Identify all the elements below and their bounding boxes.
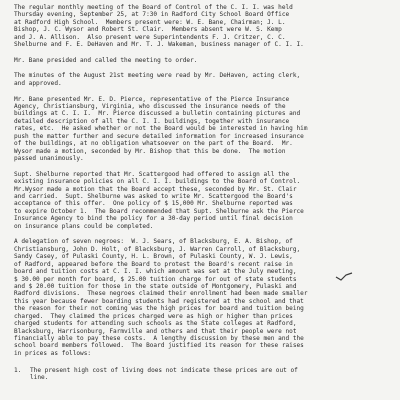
meeting-minutes [14,4,392,381]
numbered-list [14,367,392,382]
text-line: and approved. [14,79,62,87]
text-line: Mr. Bane presided and called the meeting to order. [14,56,198,64]
paragraph-scattergood [14,171,392,231]
text-line: charged students for attending such schools as the State colleges at Radford, [14,320,297,328]
text-line: Sandy Casey, of Pulaski County, H. L. Brown, of Pulaski County, W. J. Lewis, [14,253,293,261]
text-line: charged. They claimed the prices charged were as high or higher than prices [14,312,293,320]
text-line: Radford divisions. These negroes claimed their enrollment had been made smaller [14,290,308,298]
text-line: The minutes of the August 21st meeting were read by Mr. DeHaven, acting clerk, [14,72,301,80]
text-line: rates, etc. He asked whether or not the Board would be interested in having him [14,125,308,133]
text-line: detailed description of all the C. I. I. buildings, together with insurance [14,117,290,125]
list-number: 1. [14,366,22,374]
paragraph-insurance [14,96,392,163]
text-line: line. [30,373,49,381]
text-line: and $ 20.00 tuition for those in the state outside of Montgomery, Pulaski and [14,282,297,290]
text-line: of the buildings, at no obligation whatsoever on the part of the Board. Mr. [14,140,293,148]
list-item [14,367,392,382]
text-line: Blacksburg, Harrisonburg, Farmville and others and that their people were not [14,327,297,335]
text-line: Bishop, J. C. Wysor and Robert St. Clair. Members absent were W. S. Kemp [14,26,282,34]
text-line: Insurance Agency to bind the policy for a 30-day period until final decision [14,215,293,223]
text-line: board and tuition costs at C. I. I. which amount was set at the July meeting, [14,268,297,276]
text-line: passed unanimously. [14,155,84,162]
text-line: this year because fewer boarding students had registered at the school and that [14,297,304,305]
text-line: at Radford High School. Members present were: W. E. Bane, Chairman; J. L. [14,18,286,26]
paragraph-order [14,57,392,64]
paragraph-meeting [14,4,392,49]
text-line: $ 30.00 per month for board, $ 25.00 tuition charge for out of state students [14,275,297,283]
text-line: Agency, Christiansburg, Virginia, who discussed the insurance needs of the [14,102,286,110]
text-line: Mr. Bane presented Mr. E. D. Pierce, representative of the Pierce Insurance [14,95,290,103]
text-line: Supt. Shelburne reported that Mr. Scattergood had offered to assign all the [14,170,290,178]
text-line: The regular monthly meeting of the Board of Control of the C. I. I. was held [14,4,293,11]
text-line: the reason for their not coming was the high prices for board and tuition being [14,305,304,313]
text-line: of Radford, appeared before the Board to protest the Board's recent raise in [14,260,293,268]
text-line: A delegation of seven negroes: W. J. Sears, of Blacksburg, E. A. Bishop, of [14,238,293,246]
text-line: acceptance of this offer. One policy of $ 15,000 Mr. Shelburne reported was [14,200,293,208]
handwritten-checkmark-icon [334,272,354,282]
text-line: in prices as follows: [14,349,92,357]
text-line: to expire October 1. The Board recommended that Supt. Shelburne ask the Pierce [14,207,304,215]
paragraph-delegation [14,238,392,357]
text-line: school board members followed. The Board justified its reason for these raises [14,342,304,350]
text-line: Christiansburg, John D. Holt, of Blacksburg, J. Warren Carroll, of Blacksburg, [14,245,301,253]
text-line: Mr.Wysor made a motion that the Board accept these, seconded by Mr. St. Clair [14,185,297,193]
text-line: and carried. Supt. Shelburne was asked to write Mr. Scattergood the Board's [14,192,293,200]
text-line: and J. A. Allison. Also present were Superintendents F. J. Critzer, C. C. [14,33,286,41]
text-line: Thursday evening, September 25, at 7:30 in Radford City School Board Office [14,11,290,19]
text-line: existing insurance policies on all C. I. I. buildings to the Board of Control. [14,178,301,186]
text-line: financially able to pay these costs. A lengthy discussion by these men and the [14,335,304,342]
text-line: on insurance plans could be completed. [14,222,154,230]
text-line: Shelburne and F. E. DeHaven and Mr. T. J. Wakeman, business manager of C. I. I. [14,41,304,49]
text-line: Wysor made a motion, seconded by Mr. Bishop that this be done. The motion [14,147,286,155]
text-line: buildings at C. I. I. Mr. Pierce discussed a bulletin containing pictures and [14,110,301,118]
paragraph-approval [14,72,392,87]
text-line: The present high cost of living does not indicate these prices are out of [30,366,298,374]
text-line: push the matter further and secure detailed information for increased insurance [14,132,304,140]
